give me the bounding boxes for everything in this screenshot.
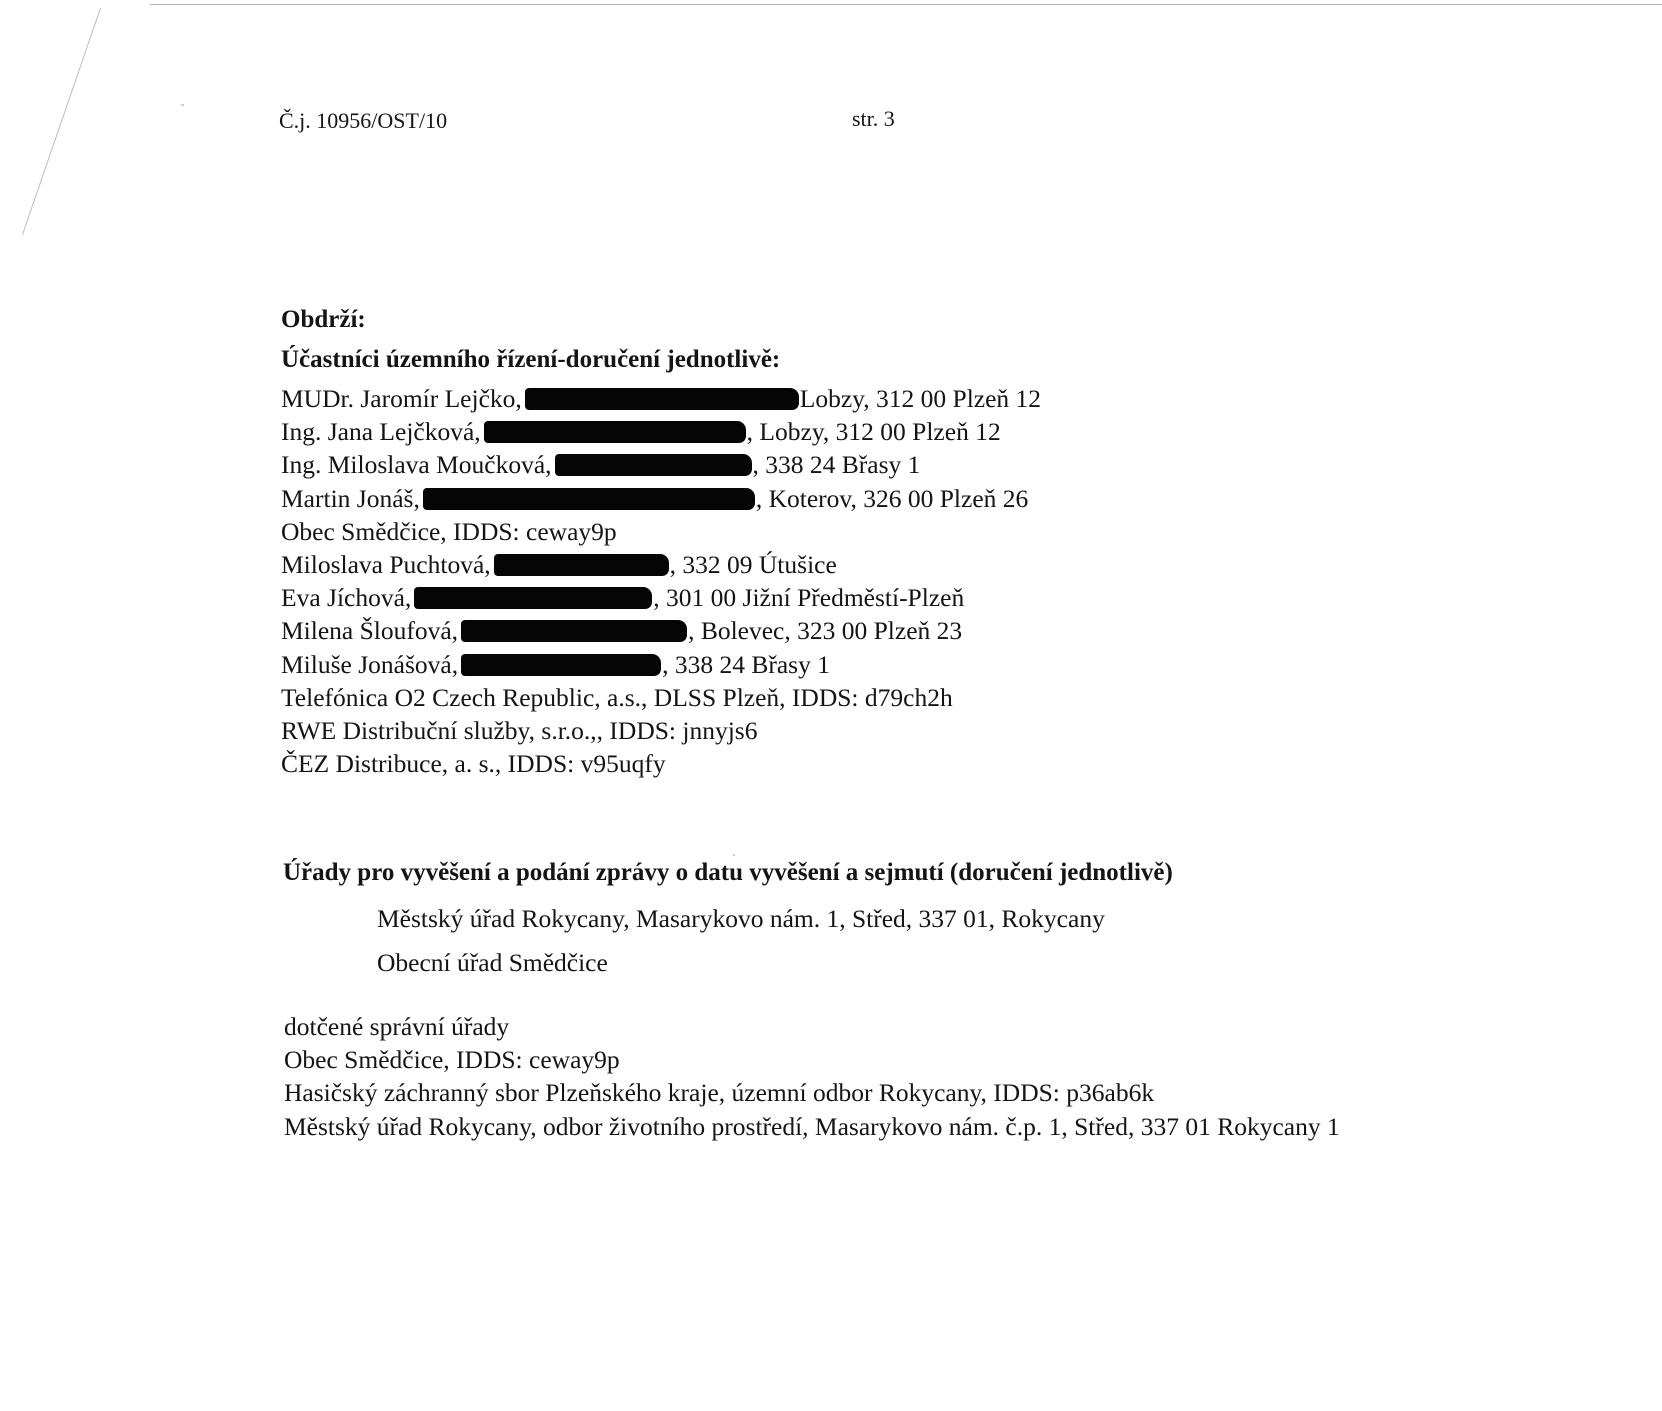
participant-line	[281, 614, 1041, 647]
participant-address: , 332 09 Útušice	[669, 549, 837, 579]
redaction-bar	[484, 421, 746, 443]
authorities-list	[284, 1010, 1340, 1143]
page-number: str. 3	[852, 106, 895, 131]
redaction-bar	[414, 587, 652, 609]
participant-line	[281, 515, 1041, 548]
participant-name: RWE Distribuční služby, s.r.o.,, IDDS: jnnyjs6	[281, 715, 758, 745]
participant-line	[281, 415, 1041, 448]
office-line: Obecní úřad Smědčice	[377, 948, 608, 977]
participant-name: MUDr. Jaromír Lejčko,	[281, 384, 522, 413]
participant-line	[281, 548, 1041, 581]
participant-name: Telefónica O2 Czech Republic, a.s., DLSS Plzeň, IDDS: d79ch2h	[281, 682, 953, 712]
participant-address: , 301 00 Jižní Předměstí-Plzeň	[653, 583, 965, 613]
participant-line	[281, 747, 1041, 780]
redaction-bar	[555, 454, 752, 476]
authority-line: Hasičský záchranný sbor Plzeňského kraje, územní odbor Rokycany, IDDS: p36ab6k	[284, 1078, 1155, 1108]
scan-speck	[181, 104, 184, 106]
participant-address: Lobzy, 312 00 Plzeň 12	[799, 384, 1042, 413]
redaction-bar	[525, 388, 799, 410]
participant-address: , Lobzy, 312 00 Plzeň 12	[746, 417, 1001, 447]
office-line: Městský úřad Rokycany, Masarykovo nám. 1, Střed, 337 01, Rokycany	[377, 904, 1105, 933]
redaction-bar	[461, 620, 687, 642]
participant-line	[281, 448, 1041, 481]
participant-name: Ing. Miloslava Moučková,	[281, 450, 552, 480]
redaction-bar	[461, 654, 661, 676]
participant-address: , Bolevec, 323 00 Plzeň 23	[688, 616, 963, 646]
authorities-heading: dotčené správní úřady	[284, 1012, 510, 1041]
offices-heading: Úřady pro vyvěšení a podání zprávy o datu vyvěšení a sejmutí (doručení jednotlivě)	[283, 859, 1173, 886]
participant-name: ČEZ Distribuce, a. s., IDDS: v95uqfy	[281, 749, 666, 779]
participant-address: , 338 24 Břasy 1	[662, 649, 830, 679]
recipients-heading: Obdrží:	[281, 306, 366, 333]
participant-line	[281, 382, 1041, 415]
participant-line	[281, 714, 1041, 747]
authority-line: Obec Smědčice, IDDS: ceway9p	[284, 1045, 620, 1075]
participant-name: Martin Jonáš,	[281, 483, 420, 513]
scan-edge-left	[22, 8, 101, 235]
participant-name: Miloslava Puchtová,	[281, 549, 491, 579]
participant-name: Eva Jíchová,	[281, 583, 412, 613]
participant-name: Ing. Jana Lejčková,	[281, 417, 481, 447]
redaction-bar	[494, 554, 669, 576]
participant-address: , Koterov, 326 00 Plzeň 26	[755, 483, 1029, 513]
participant-line	[281, 648, 1041, 681]
scan-speck	[733, 854, 735, 856]
offices-list	[377, 897, 1105, 985]
participants-heading: Účastníci územního řízení-doručení jednotlivě:	[281, 346, 781, 373]
participant-address: , 338 24 Břasy 1	[752, 450, 921, 480]
participant-line	[281, 681, 1041, 714]
participant-name: Miluše Jonášová,	[281, 649, 459, 679]
participant-name: Obec Smědčice, IDDS: ceway9p	[281, 516, 617, 546]
redaction-bar	[423, 488, 755, 510]
scan-edge-top	[150, 4, 1662, 5]
participant-line	[281, 581, 1041, 614]
participant-line	[281, 482, 1041, 515]
authority-line: Městský úřad Rokycany, odbor životního prostředí, Masarykovo nám. č.p. 1, Střed, 337 01 Rokycany 1	[284, 1111, 1340, 1141]
participants-list	[281, 382, 1041, 780]
document-reference: Č.j. 10956/OST/10	[279, 108, 448, 133]
participant-name: Milena Šloufová,	[281, 616, 459, 646]
